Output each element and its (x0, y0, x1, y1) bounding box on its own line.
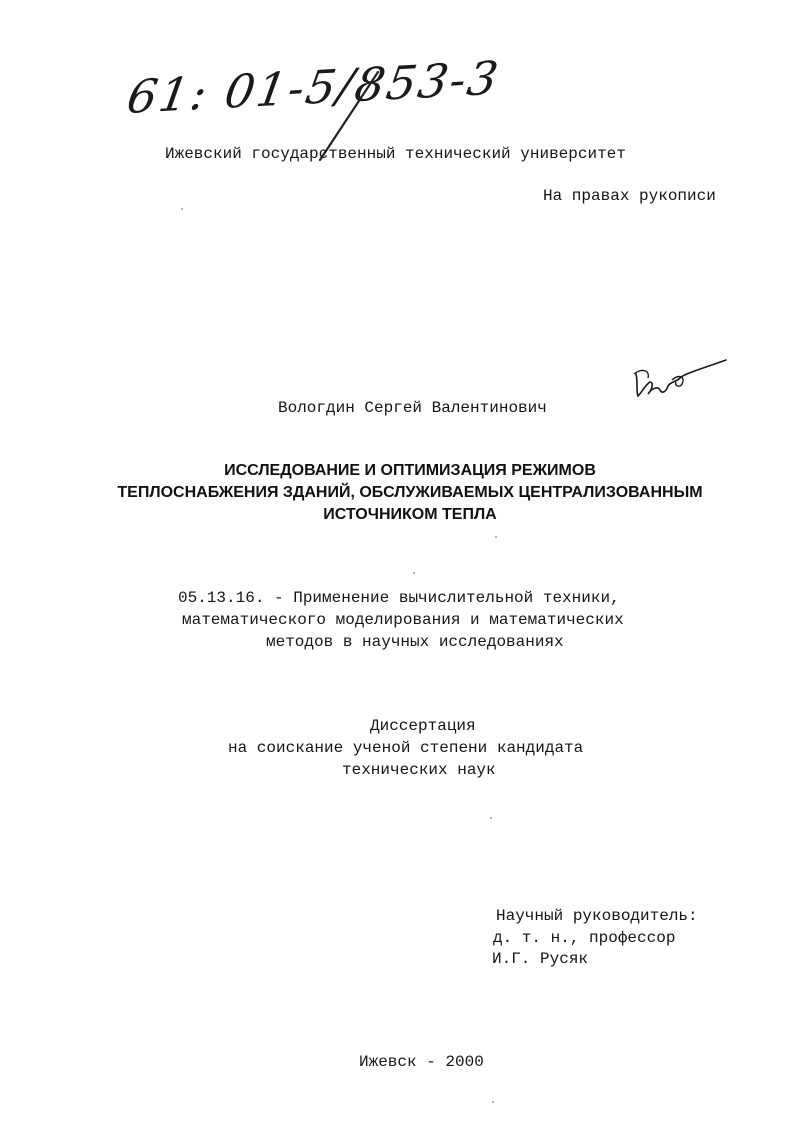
advisor-line: д. т. н., профессор (493, 929, 676, 947)
scan-speck (413, 572, 415, 574)
title-line: ТЕПЛОСНАБЖЕНИЯ ЗДАНИЙ, ОБСЛУЖИВАЕМЫХ ЦЕНТРАЛИЗОВАННЫМ (117, 484, 703, 501)
dissertation-title (80, 460, 740, 526)
title-line: ИССЛЕДОВАНИЕ И ОПТИМИЗАЦИЯ РЕЖИМОВ (224, 462, 596, 479)
archive-stamp: 61: 01-5/853-3 (123, 50, 504, 124)
scan-speck (492, 1101, 494, 1103)
university-name: Ижевский государственный технический университет (165, 145, 626, 163)
scan-speck (490, 817, 492, 819)
degree-line: Диссертация (370, 717, 476, 735)
degree-line: на соискание ученой степени кандидата (228, 739, 584, 757)
author-signature (628, 352, 738, 412)
specialty-line: математического моделирования и математических (182, 611, 624, 629)
advisor-line: И.Г. Русяк (492, 950, 589, 968)
scan-speck (181, 208, 183, 210)
title-line: ИСТОЧНИКОМ ТЕПЛА (323, 506, 497, 523)
advisor-line: Научный руководитель: (496, 907, 698, 925)
degree-line: технических наук (342, 761, 496, 779)
city-year: Ижевск - 2000 (359, 1053, 484, 1071)
author-name: Вологдин Сергей Валентинович (278, 399, 547, 417)
scan-speck (495, 536, 497, 538)
specialty-line: 05.13.16. - Применение вычислительной техники, (178, 589, 620, 607)
manuscript-note: На правах рукописи (543, 187, 716, 205)
specialty-line: методов в научных исследованиях (266, 633, 564, 651)
